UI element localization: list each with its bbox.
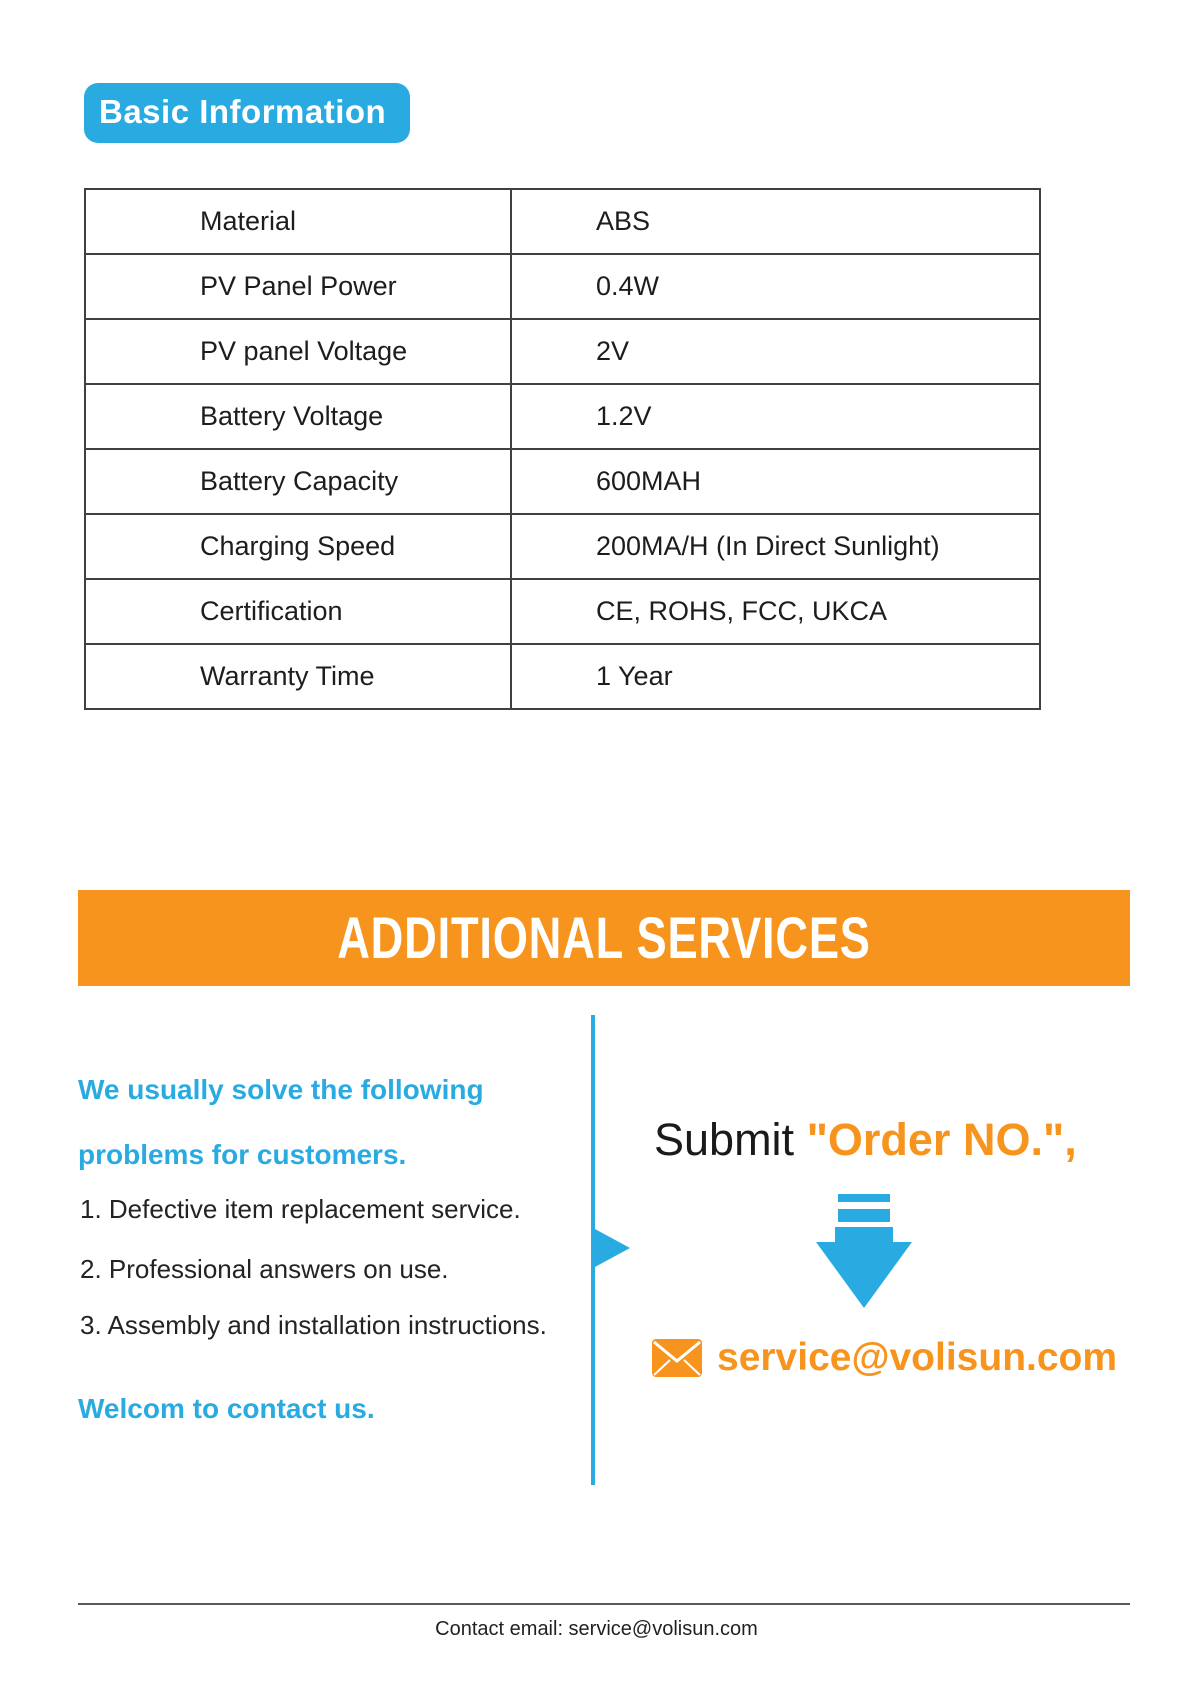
additional-services-banner: [78, 890, 1130, 986]
table-row: [85, 644, 1040, 709]
spec-value: 600MAH: [511, 449, 1040, 514]
spec-label: Material: [85, 189, 511, 254]
services-intro-line-1: We usually solve the following: [78, 1074, 484, 1105]
banner-title: ADDITIONAL SERVICES: [337, 905, 871, 971]
footer-divider: [78, 1603, 1130, 1605]
basic-information-badge: Basic Information: [84, 83, 410, 143]
spec-value: 2V: [511, 319, 1040, 384]
down-arrow-icon: [816, 1194, 912, 1308]
table-row: [85, 579, 1040, 644]
spec-label: Certification: [85, 579, 511, 644]
service-email: service@volisun.com: [717, 1336, 1118, 1379]
submit-order-line: [654, 1114, 1077, 1166]
list-item: 3. Assembly and installation instructions.: [80, 1310, 547, 1340]
spec-value: 0.4W: [511, 254, 1040, 319]
down-arrow-head: [816, 1242, 912, 1308]
table-row: [85, 384, 1040, 449]
table-row: [85, 254, 1040, 319]
services-intro-line-2: problems for customers.: [78, 1139, 407, 1170]
spec-value: 1.2V: [511, 384, 1040, 449]
table-row: [85, 449, 1040, 514]
table-row: [85, 514, 1040, 579]
spec-value: 1 Year: [511, 644, 1040, 709]
spec-label: Warranty Time: [85, 644, 511, 709]
right-pointer-icon: [595, 1229, 630, 1267]
submit-prefix: Submit: [654, 1114, 807, 1165]
spec-label: PV panel Voltage: [85, 319, 511, 384]
email-row: [652, 1336, 1117, 1380]
down-arrow-bar: [838, 1209, 890, 1222]
table-row: [85, 319, 1040, 384]
footer-contact-email: Contact email: service@volisun.com: [435, 1618, 758, 1640]
spec-label: Battery Voltage: [85, 384, 511, 449]
spec-label: Battery Capacity: [85, 449, 511, 514]
down-arrow-bar: [838, 1194, 890, 1202]
list-item: 2. Professional answers on use.: [80, 1254, 449, 1284]
spec-value: CE, ROHS, FCC, UKCA: [511, 579, 1040, 644]
spec-label: Charging Speed: [85, 514, 511, 579]
spec-table: [84, 188, 1041, 710]
order-no-highlight: "Order NO.",: [806, 1114, 1077, 1165]
list-item: 1. Defective item replacement service.: [80, 1194, 521, 1224]
spec-value: ABS: [511, 189, 1040, 254]
table-row: [85, 189, 1040, 254]
contact-us-line: Welcom to contact us.: [78, 1393, 375, 1424]
spec-value: 200MA/H (In Direct Sunlight): [511, 514, 1040, 579]
envelope-icon: [652, 1339, 702, 1377]
down-arrow-bar: [835, 1227, 893, 1242]
spec-label: PV Panel Power: [85, 254, 511, 319]
